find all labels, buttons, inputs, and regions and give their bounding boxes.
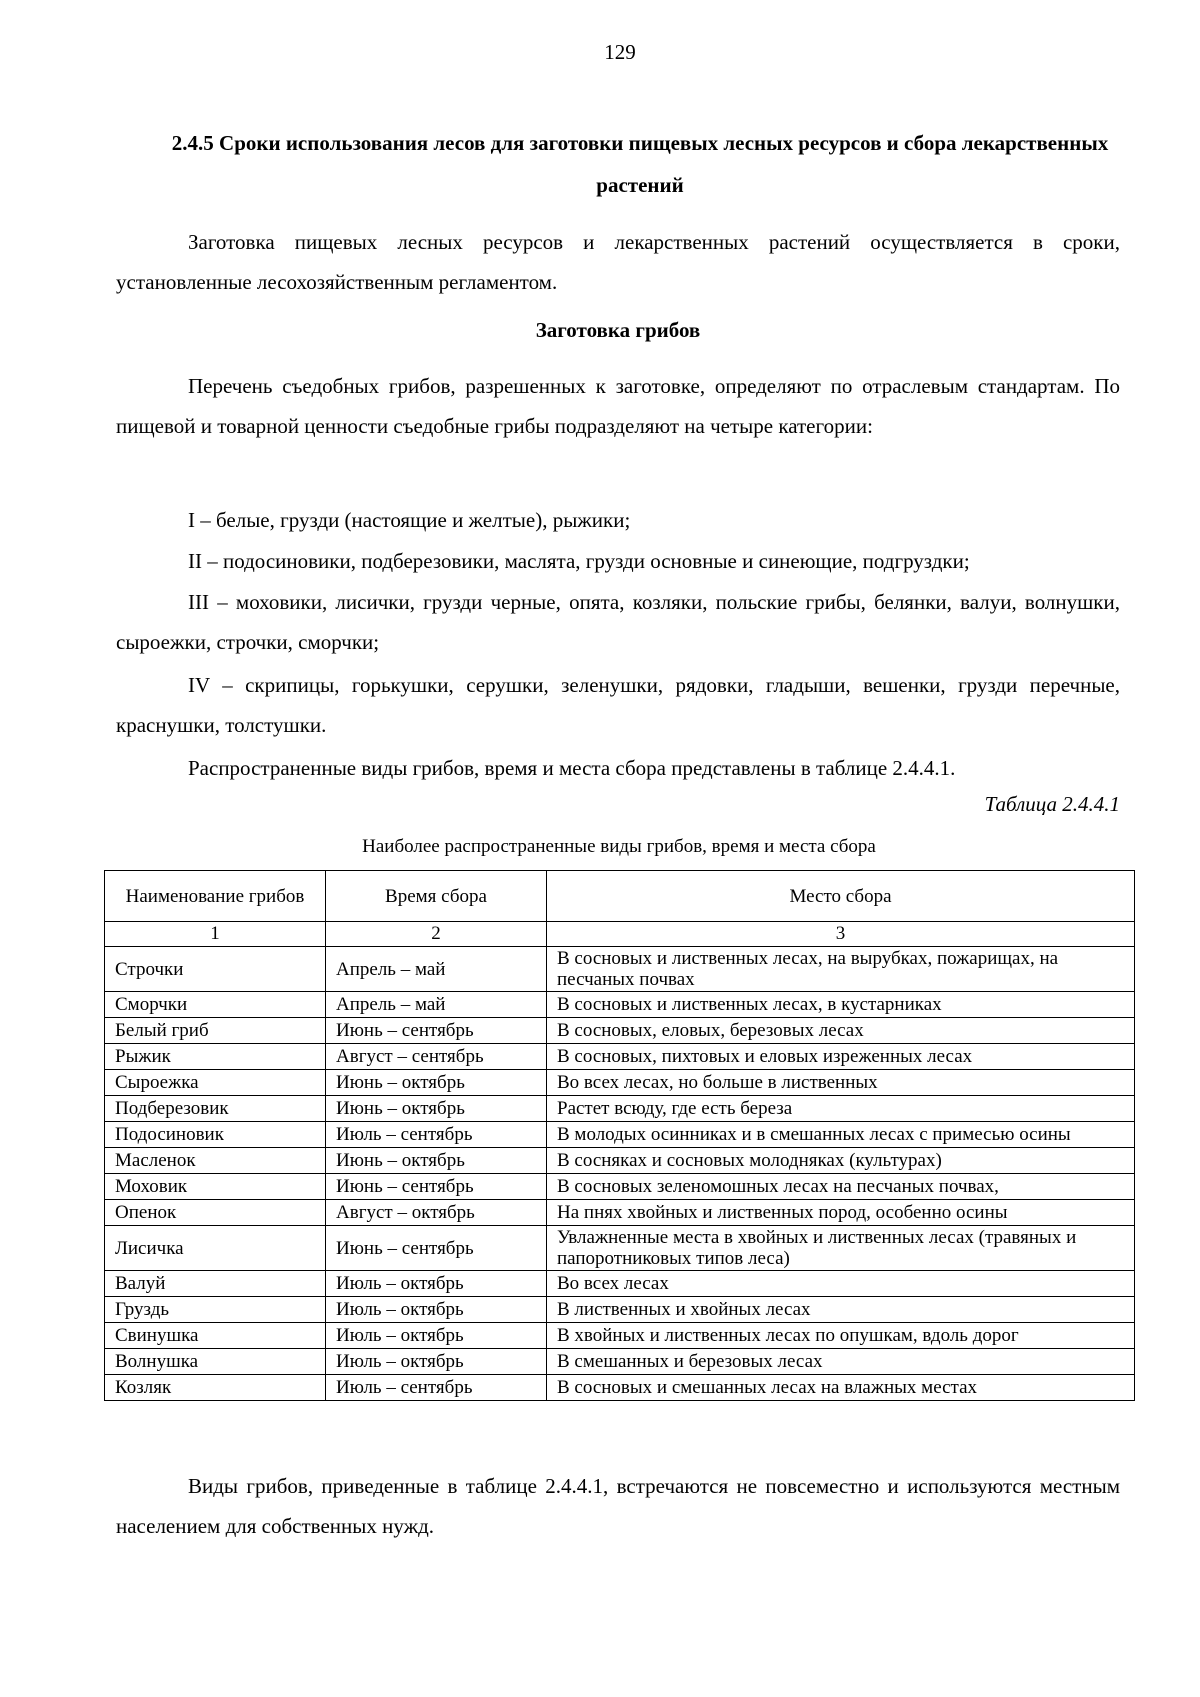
cell-mushroom-name: Волнушка bbox=[105, 1349, 326, 1375]
cell-collection-place: В лиственных и хвойных лесах bbox=[547, 1297, 1135, 1323]
cell-collection-place: В сосновых и смешанных лесах на влажных местах bbox=[547, 1375, 1135, 1401]
cell-collection-time: Июнь – сентябрь bbox=[326, 1226, 547, 1271]
cell-collection-time: Август – сентябрь bbox=[326, 1044, 547, 1070]
table-title: Наиболее распространенные виды грибов, время и места сбора bbox=[362, 836, 876, 857]
cell-collection-place: В молодых осинниках и в смешанных лесах с примесью осины bbox=[547, 1122, 1135, 1148]
cell-collection-place: В смешанных и березовых лесах bbox=[547, 1349, 1135, 1375]
intro-paragraph: Заготовка пищевых лесных ресурсов и лекарственных растений осуществляется в сроки, установленные лесохозяйственным регламентом. bbox=[116, 230, 1120, 294]
subheading: Заготовка грибов bbox=[535, 318, 701, 342]
cell-collection-time: Апрель – май bbox=[326, 947, 547, 992]
category-4: IV – скрипицы, горькушки, серушки, зеленушки, рядовки, гладыши, вешенки, грузди перечные, краснушки, толстушки. bbox=[116, 673, 1120, 737]
cell-collection-place: В сосновых, пихтовых и еловых изреженных лесах bbox=[547, 1044, 1135, 1070]
cell-mushroom-name: Сыроежка bbox=[105, 1070, 326, 1096]
paragraph-table-reference: Распространенные виды грибов, время и места сбора представлены в таблице 2.4.4.1. bbox=[188, 756, 956, 780]
cell-mushroom-name: Строчки bbox=[105, 947, 326, 992]
cell-collection-time: Июль – октябрь bbox=[326, 1323, 547, 1349]
cell-collection-time: Июль – сентябрь bbox=[326, 1122, 547, 1148]
table-row bbox=[105, 1323, 1135, 1349]
cell-mushroom-name: Подберезовик bbox=[105, 1096, 326, 1122]
table-row bbox=[105, 1226, 1135, 1271]
table-row bbox=[105, 1200, 1135, 1226]
cell-collection-place: В сосновых и лиственных лесах, на вырубках, пожарищах, на песчаных почвах bbox=[547, 947, 1135, 992]
table-row bbox=[105, 1174, 1135, 1200]
cell-mushroom-name: Свинушка bbox=[105, 1323, 326, 1349]
cell-collection-time: Июнь – сентябрь bbox=[326, 1174, 547, 1200]
table-row bbox=[105, 992, 1135, 1018]
cell-collection-place: В сосняках и сосновых молодняках (культурах) bbox=[547, 1148, 1135, 1174]
cell-collection-time: Июнь – октябрь bbox=[326, 1148, 547, 1174]
cell-mushroom-name: Подосиновик bbox=[105, 1122, 326, 1148]
column-number: 1 bbox=[105, 922, 326, 947]
cell-collection-time: Июнь – октябрь bbox=[326, 1096, 547, 1122]
cell-mushroom-name: Лисичка bbox=[105, 1226, 326, 1271]
cell-mushroom-name: Рыжик bbox=[105, 1044, 326, 1070]
table-row bbox=[105, 1375, 1135, 1401]
table-row bbox=[105, 1122, 1135, 1148]
cell-mushroom-name: Сморчки bbox=[105, 992, 326, 1018]
table-label: Таблица 2.4.4.1 bbox=[984, 792, 1120, 816]
table-row bbox=[105, 1018, 1135, 1044]
cell-collection-place: Во всех лесах bbox=[547, 1271, 1135, 1297]
table-row bbox=[105, 1070, 1135, 1096]
category-1: I – белые, грузди (настоящие и желтые), рыжики; bbox=[188, 508, 631, 532]
cell-collection-time: Август – октябрь bbox=[326, 1200, 547, 1226]
header-time: Время сбора bbox=[326, 871, 547, 922]
section-heading: 2.4.5 Сроки использования лесов для заготовки пищевых лесных ресурсов и сбора лекарственных растений bbox=[171, 131, 1109, 197]
cell-mushroom-name: Опенок bbox=[105, 1200, 326, 1226]
header-place: Место сбора bbox=[547, 871, 1135, 922]
category-2: II – подосиновики, подберезовики, маслята, грузди основные и синеющие, подгруздки; bbox=[188, 549, 970, 573]
page-number: 129 bbox=[604, 40, 636, 64]
cell-mushroom-name: Белый гриб bbox=[105, 1018, 326, 1044]
header-name: Наименование грибов bbox=[105, 871, 326, 922]
cell-mushroom-name: Валуй bbox=[105, 1271, 326, 1297]
column-number: 2 bbox=[326, 922, 547, 947]
table-row bbox=[105, 947, 1135, 992]
mushroom-table bbox=[104, 870, 1135, 1401]
cell-mushroom-name: Груздь bbox=[105, 1297, 326, 1323]
table-row bbox=[105, 1297, 1135, 1323]
cell-collection-time: Июль – октябрь bbox=[326, 1297, 547, 1323]
cell-collection-time: Июль – сентябрь bbox=[326, 1375, 547, 1401]
table-row bbox=[105, 1349, 1135, 1375]
cell-collection-place: Увлажненные места в хвойных и лиственных лесах (травяных и папоротниковых типов леса) bbox=[547, 1226, 1135, 1271]
cell-collection-time: Июнь – сентябрь bbox=[326, 1018, 547, 1044]
table-header-row bbox=[105, 871, 1135, 922]
closing-paragraph: Виды грибов, приведенные в таблице 2.4.4.1, встречаются не повсеместно и используются местным населением для собственных нужд. bbox=[116, 1474, 1120, 1538]
column-number: 3 bbox=[547, 922, 1135, 947]
cell-collection-place: Во всех лесах, но больше в лиственных bbox=[547, 1070, 1135, 1096]
cell-collection-place: Растет всюду, где есть береза bbox=[547, 1096, 1135, 1122]
cell-collection-time: Июнь – октябрь bbox=[326, 1070, 547, 1096]
cell-collection-time: Июль – октябрь bbox=[326, 1271, 547, 1297]
table-row bbox=[105, 1044, 1135, 1070]
category-3: III – моховики, лисички, грузди черные, опята, козляки, польские грибы, белянки, валуи, волнушки, сыроежки, строчки, сморчки; bbox=[116, 590, 1120, 654]
cell-collection-place: В сосновых зеленомошных лесах на песчаных почвах, bbox=[547, 1174, 1135, 1200]
cell-collection-time: Апрель – май bbox=[326, 992, 547, 1018]
cell-mushroom-name: Масленок bbox=[105, 1148, 326, 1174]
cell-mushroom-name: Моховик bbox=[105, 1174, 326, 1200]
cell-mushroom-name: Козляк bbox=[105, 1375, 326, 1401]
table-row bbox=[105, 1148, 1135, 1174]
table-row bbox=[105, 1271, 1135, 1297]
cell-collection-place: В сосновых и лиственных лесах, в кустарниках bbox=[547, 992, 1135, 1018]
table-row bbox=[105, 1096, 1135, 1122]
cell-collection-place: В сосновых, еловых, березовых лесах bbox=[547, 1018, 1135, 1044]
cell-collection-place: В хвойных и лиственных лесах по опушкам, вдоль дорог bbox=[547, 1323, 1135, 1349]
cell-collection-place: На пнях хвойных и лиственных пород, особенно осины bbox=[547, 1200, 1135, 1226]
paragraph-categories-intro: Перечень съедобных грибов, разрешенных к заготовке, определяют по отраслевым стандартам. По пищевой и товарной ценности съедобные грибы подразделяют на четыре категории: bbox=[116, 374, 1120, 438]
table-number-row bbox=[105, 922, 1135, 947]
cell-collection-time: Июль – октябрь bbox=[326, 1349, 547, 1375]
